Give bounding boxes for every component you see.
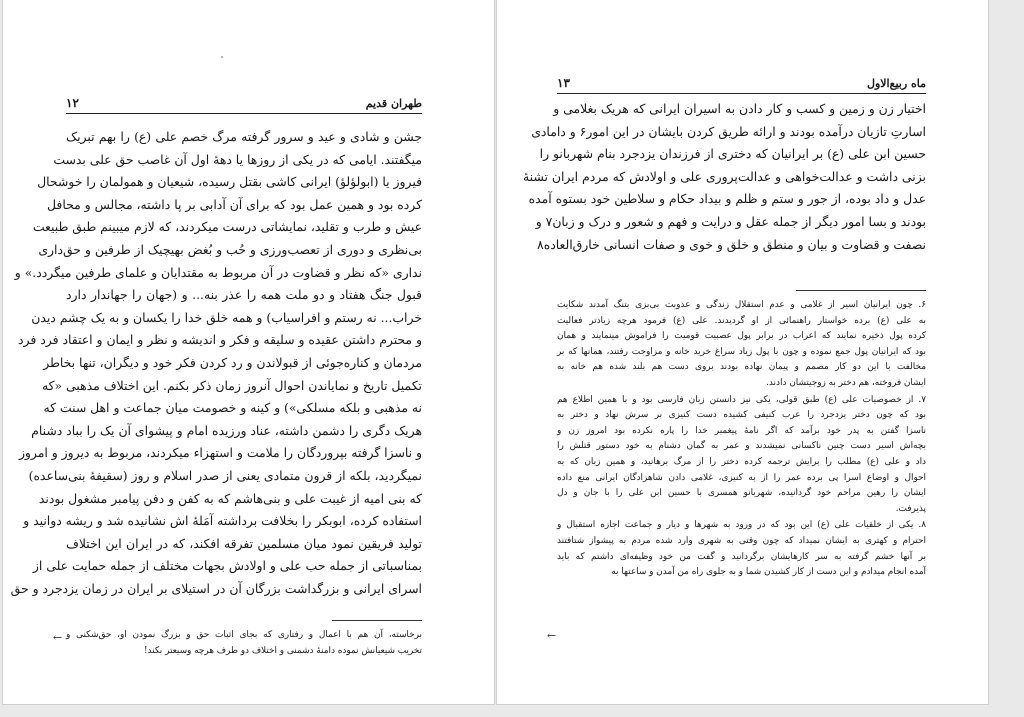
right-page <box>497 0 988 704</box>
body-line: تولید فریقین نمود میان مسلمین تفرقه افکند، که در ایران این اختلاف <box>66 535 422 551</box>
footnote <box>66 628 422 659</box>
footnote-rule <box>332 620 422 621</box>
footnote-line: ۶. چون ایرانیان اسیر از غلامی و عدم استقلال زندگی و عذوبت بی‌بزی بتنگ آمدند شکایت <box>557 300 926 310</box>
header-title: ماه ربیع‌الاول <box>866 77 926 90</box>
footnote-line: ایشان فروخته، هم دختر به زوجیتشان دادند. <box>766 377 926 388</box>
footnote-line: مخالفت با این دو کار مصمم و پیمان نهاده بودند بروی دست هم بلند شده هم خانه به <box>557 362 926 373</box>
body-line: حسین ابن علی (ع) بر ایرانیان که دختری از فرزندان یزدجرد بنام شهربانو را <box>539 146 926 162</box>
footnote <box>557 393 926 518</box>
left-page <box>3 0 494 704</box>
body-line: بزنی داشت و عدالت‌خواهی و عدالت‌پروری علی و اولادش که مردم ایران تشنهٔ <box>523 168 926 184</box>
page-number: ۱۲ <box>66 96 79 110</box>
footnotes <box>66 628 422 660</box>
footnote-line: داد و علی (ع) مطلب را برایش ترجمه کرده دختر را از مرگ برهانید، و همین زبان که به <box>557 456 926 467</box>
footnote-line: بر آنها خشم گرفته به سر کارهایشان برگردانید و گفت من خود وظیفه‌ای داشتم که باید <box>557 551 926 562</box>
body-line: میگفتند. ایامی که در یکی از روزها یا دههٔ اول آن غاصب حق علی بدست <box>53 151 422 167</box>
page-speck <box>221 56 223 58</box>
body-line: فیروز یا (ابولؤلؤ) ایرانی کاشی بقتل رسیده، شیعیان و همولمان را خوشحال <box>37 174 422 190</box>
footnote-line: ایشان را رهین مراحم خود گردانیده، شهربانو همسری با حسین ابن علی را با جان و دل <box>557 488 926 499</box>
body-line: جشن و شادی و عید و سرور گرفته مرگ خصم علی (ع) را بهم تبریک <box>66 129 422 144</box>
footnote-line: بود که ایرانیان پول جمع نموده و چون با پول زیاد سراغ خرید خانه و مزاوجت رفتند، همانها که بر <box>557 346 926 357</box>
body-line: کرده بود و همین عمل بود که برای آن آدابی بر پا داشته، مجالس و محافل <box>47 196 422 212</box>
footnote-line: آمده انجام میدادم و این دست از کار کشیدن شما و به جلوی راه من آمدن و ساعتها به <box>611 567 926 578</box>
body-line: خراب... نه رستم و افراسیاب) و همه خلق خدا را یکسان و به یک چشم دیدن <box>31 309 422 325</box>
footnote-line: تخریب شیعیانش نموده دامنهٔ دشمنی و اختلاف دو طرف هرچه وسیعتر بکند! <box>143 645 422 656</box>
footnote-rule <box>796 290 926 291</box>
body-line: عیش و طرب و تقلید، نمایشاتی درست میکردند، که لازم میبینم طبق طبیعت <box>32 219 422 235</box>
footnote <box>557 298 926 392</box>
body-line: قبول جنگ هفتاد و دو ملت همه را عذر بنه... و (جهان را جهاندار دارد <box>66 287 422 303</box>
footnote-line: به علی (ع) برده خواستار راهنمائی از او گردیدند. علی (ع) فرمود هرچه زیادتر فعالیت <box>557 315 926 326</box>
body-line: که بنی امیه از غیبت علی و بنی‌هاشم که به کفن و دفن پیامبر مشغول بودند <box>38 490 422 506</box>
body-line: هریک دگری را دشمن داشته، عناد ورزیده امام و پیشوای آن یک را بباد دشنام <box>31 422 422 438</box>
footnote-line: برخاسته، آن هم با اعمال و رفتاری که بجای اثبات حق و بزرگ نمودن او، حق‌شکنی و <box>66 630 422 640</box>
footnote-line: کرده پول ذخیره نمایند که اعراب در برابر پول عصبیت قومیت را فراموش مینمایند و همان <box>557 331 926 342</box>
body-line: نه مذهبی و بلکه مسلکی») و کینه و خصومت میان جماعت و اهل سنت که <box>43 400 422 416</box>
body-line: اختیار زن و زمین و کسب و کار دادن به اسیران ایرانی که هریک بغلامی و <box>553 101 926 116</box>
page-number: ۱۳ <box>557 76 570 90</box>
body-text <box>523 98 926 256</box>
body-line: بی‌نظری و دوری از تعصب‌ورزی و حُب و بُغض بهیچیک از طرفین و حق‌داری <box>38 241 422 257</box>
continuation-arrow: ← <box>53 631 63 644</box>
body-line: تکمیل تاریخ و نمایاندن احوال آنروز زمان ذکر بکنم. این اختلاف مذهبی «که <box>41 377 422 393</box>
footnote-line: احوال و اوضاع اسرا پی برده عمر را از به کنیزی، غلامی دادن شاهزادگان ایرانی منع داده <box>557 472 926 483</box>
footnotes <box>557 298 926 582</box>
footnote-line: ۷. از خصوصیات علی (ع) طبق قولی، یکی نیز دانستن زبان فارسی بود و با همین اطلاع هم <box>557 394 926 405</box>
footnote-line: پذیرفت. <box>895 503 926 514</box>
running-header <box>557 76 926 94</box>
body-line: عدل و داد بوده، از جور و ستم و ظلم و بیداد حکام و سلاطین خود بستوه آمده <box>528 191 926 207</box>
running-header <box>66 96 422 114</box>
body-line: و ناسزا گرفته بپروردگان را ملامت و استهزاء میکردند، مربوط به دیروز و امروز <box>18 445 422 461</box>
body-line: استفاده کرده، ابوبکر را بخلافت برداشته آمَلهٔ اش نشانیده شد و ریشه دوانید و <box>23 513 422 529</box>
body-text <box>10 126 422 600</box>
footnote <box>557 518 926 580</box>
body-line: و محترم داشتن عقیده و سلیقه و فکر و اندیشه و نظر و ایمان و اعتقاد فرد فرد <box>18 332 422 348</box>
body-line: نصفت و قضاوت و بیان و منطق و خلق و خوی و صفات انسانی خارق‌العاده۸ <box>537 236 926 252</box>
body-line: اسرای ایرانی و بزرگداشت بزرگان آن در استیلای بر ایران در زمان یزدجرد و حق <box>10 580 422 596</box>
body-line: نداری «که نظر و قضاوت در آن مربوط به مقتدایان و علمای طرفین میگردد.» و <box>14 264 422 280</box>
continuation-arrow: ← <box>547 629 557 642</box>
footnote-line: بچه‌اش اسیر دست چنین ناکسانی نمیشدند و عمر به گمان دشنام به خود دستور قتلش را <box>557 441 926 452</box>
body-line: بمناسباتی از جمله حب علی و اولادش بجهات مختلف از جمله حمایت علی از <box>32 558 422 574</box>
header-title: طهران قدیم <box>365 97 422 110</box>
body-line: اسارتِ تازیان درآمده بودند و ارائه طریق کردن بایشان در این امور۶ و دامادی <box>531 123 926 139</box>
footnote-line: بود که چون دختر یزدجرد را عرب کنیفی کشیده دست کنیزی بر سرش نهاد و دختر به <box>557 410 926 421</box>
footnote-line: ۸. یکی از خلقیات علی (ع) این بود که در ورود به شهرها و دیار و جماعت اجازه استقبال و <box>557 520 926 531</box>
footnote-line: احترام و کهتری به ایشان نمیداد که چون وقتی به شهری وارد شده مردم به پیشواز شتافتند <box>557 535 926 546</box>
body-line: بودند و بسا امور دیگر از جمله عقل و درایت و فهم و شعور و درک و زبان۷ و <box>535 213 926 229</box>
body-line: نمیگردید، بلکه از قرون متمادی یعنی از صدر اسلام و روز (سقیفهٔ بنی‌ساعده) <box>28 467 422 483</box>
body-line: مردمان و کناره‌جوئی از قبولاندن و رد کردن فکر خود و دیگران، تنها بخاطر <box>43 354 422 370</box>
footnote-line: ناسزا گفتن به پدر خود برآمد که اگر نامهٔ پیغمبر خدا را پاره نکرده بود امروز زن و <box>557 425 926 436</box>
